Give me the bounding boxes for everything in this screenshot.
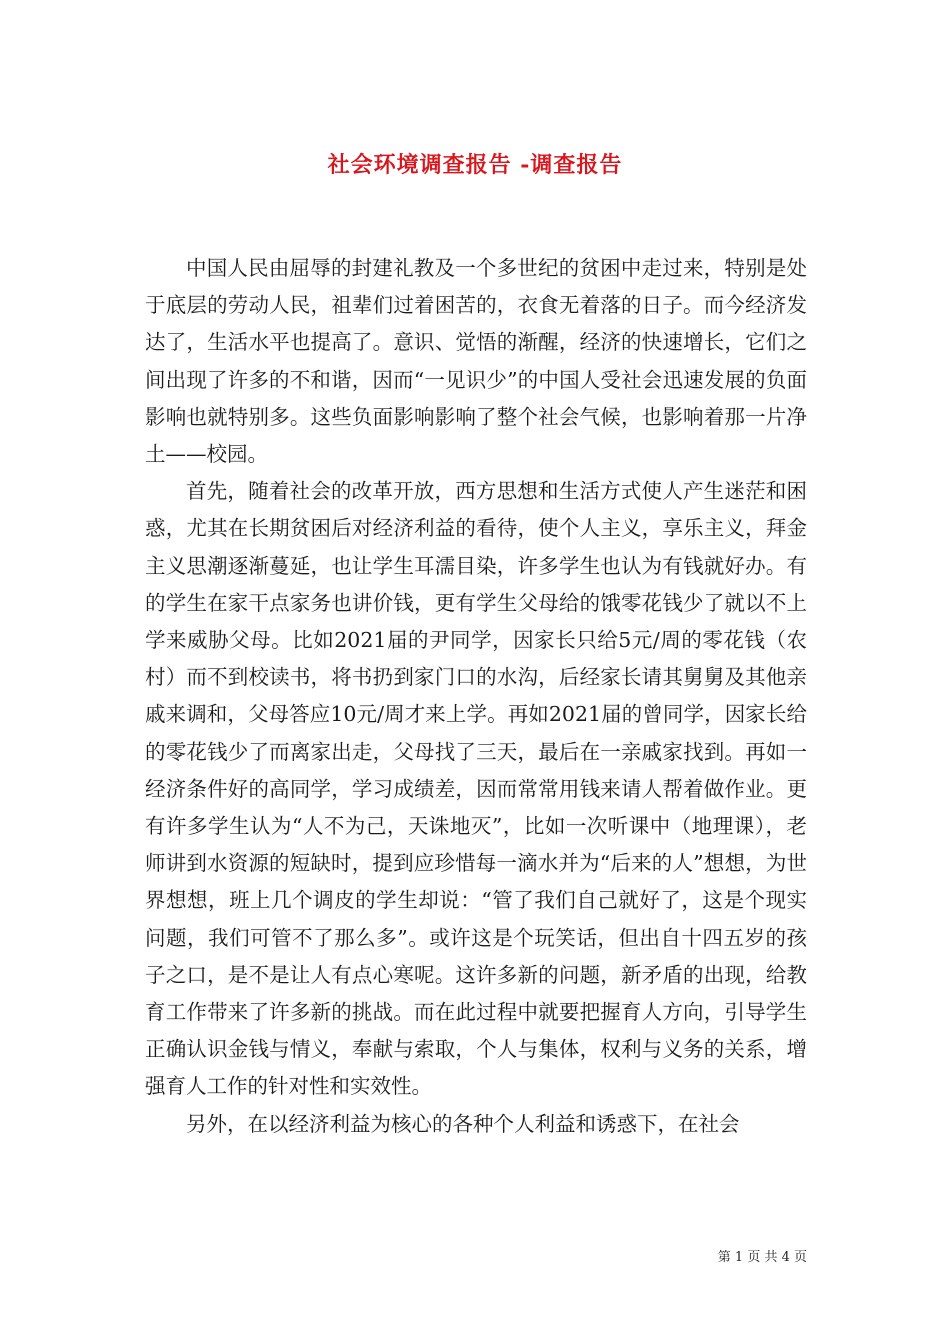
paragraph-another: 另外，在以经济利益为核心的各种个人利益和诱惑下，在社会 [186,1111,740,1136]
page-number: 第 1 页 共 4 页 [717,1250,807,1265]
paragraph-first: 首先，随着社会的改革开放，西方思想和生活方式使人产生迷茫和困惑，尤其在长期贫困后对经济利益的看待，使个人主义，享乐主义，拜金主义思潮逐渐蔓延，也让学生耳濡目染，许多学生也认为有钱就好办。有的学生在家干点家务也讲价钱，更有学生父母给的饿零花钱少了就以不上学来威胁父母。比如2021届的尹同学，因家长只给5元/周的零花钱（农村）而不到校读书，将书扔到家门口的水沟，后经家长请其舅舅及其他亲戚来调和，父母答应10元/周才来上学。再如2021届的曾同学，因家长给的零花钱少了而离家出走，父母找了三天，最后在一亲戚家找到。再如一经济条件好的高同学，学习成绩差，因而常常用钱来请人帮着做作业。更有许多学生认为“人不为己，天诛地灭”，比如一次听课中（地理课），老师讲到水资源的短缺时，提到应珍惜每一滴水并为“后来的人”想想，为世界想想，班上几个调皮的学生却说：“管了我们自己就好了，这是个现实问题，我们可管不了那么多”。或许这是个玩笑话，但出自十四五岁的孩子之口，是不是让人有点心寒呢。这许多新的问题，新矛盾的出现，给教育工作带来了许多新的挑战。而在此过程中就要把握育人方向，引导学生正确认识金钱与情义，奉献与索取，个人与集体，权利与义务的关系，增强育人工作的针对性和实效性。 [145,479,807,1099]
paragraph-intro: 中国人民由屈辱的封建礼教及一个多世纪的贫困中走过来，特别是处于底层的劳动人民，祖辈们过着困苦的，衣食无着落的日子。而今经济发达了，生活水平也提高了。意识、觉悟的渐醒，经济的快速增长，它们之间出现了许多的不和谐，因而“一见识少”的中国人受社会迅速发展的负面影响也就特别多。这些负面影响影响了整个社会气候，也影响着那一片净土——校园。 [145,256,807,467]
document-title: 社会环境调查报告 -调查报告 [327,151,623,178]
document-body [145,250,807,1143]
